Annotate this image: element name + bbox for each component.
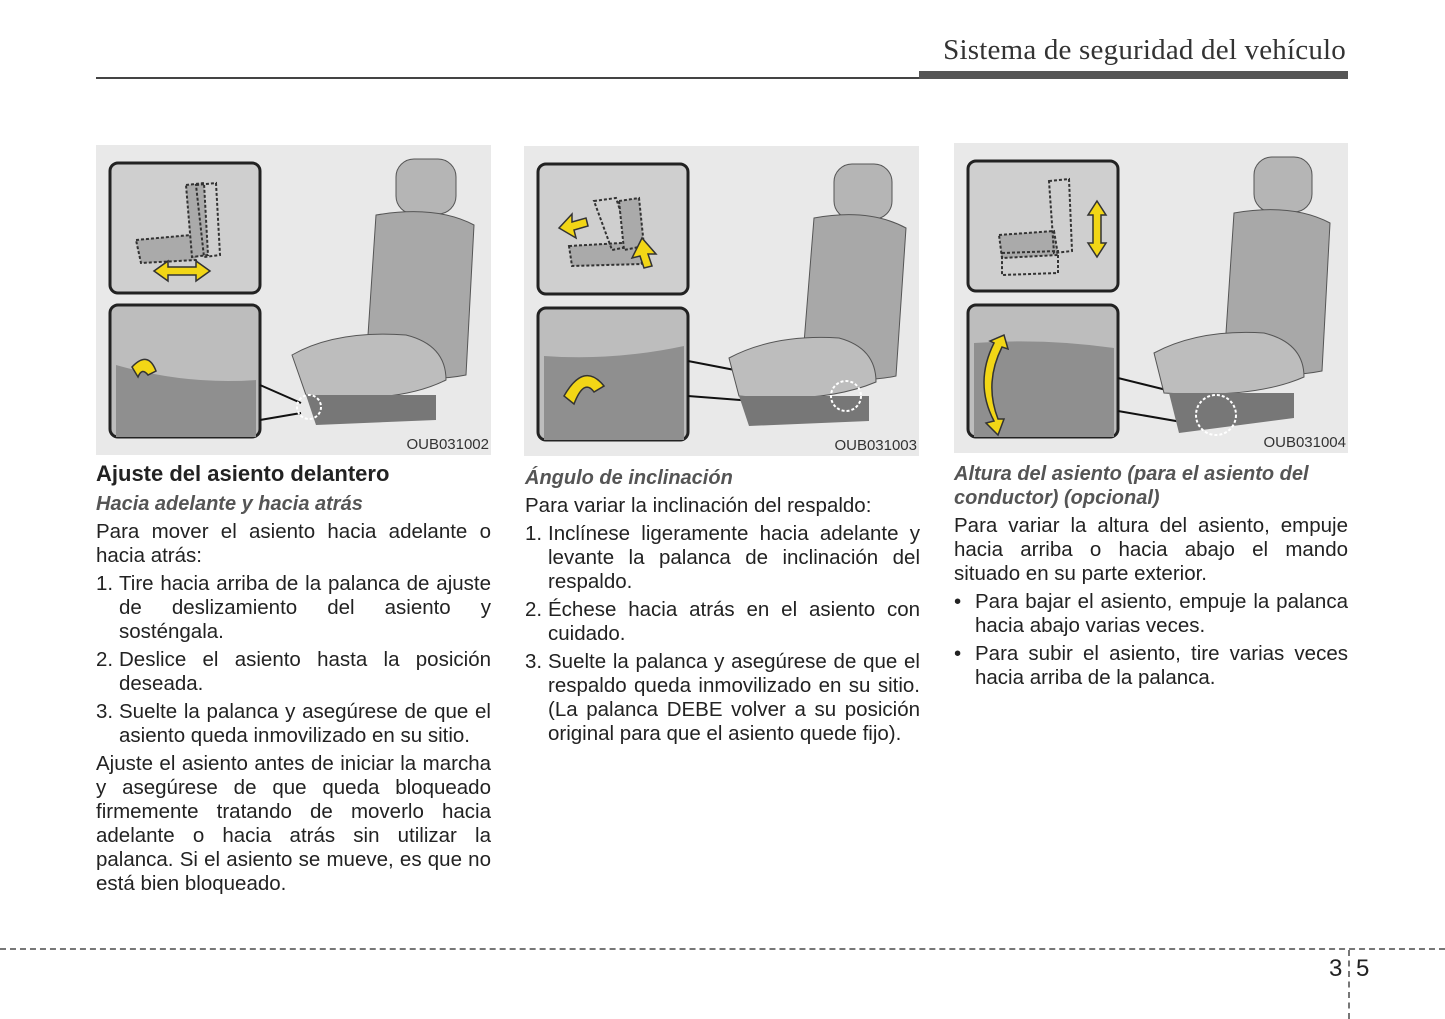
subsection-heading: Altura del asiento (para el asiento del conductor) (opcional)	[954, 463, 1309, 509]
list-item: 1. Tire hacia arriba de la palanca de ajuste de deslizamiento del asiento y sosténgala.	[96, 572, 491, 643]
step-list	[525, 522, 920, 746]
page-number: 5	[1356, 955, 1370, 982]
intro-text: Para variar la inclinación del respaldo:	[525, 494, 872, 517]
figure-seat-height	[954, 143, 1348, 453]
note-text: Ajuste el asiento antes de iniciar la marcha y asegúrese de que queda bloqueado firmemente tratando de moverlo hacia adelante o hacia atrás sin utilizar la palanca. Si el asiento se mueve, es que no está bien bloqueado.	[96, 752, 491, 895]
bullet-list	[954, 590, 1348, 690]
section-heading: Ajuste del asiento delantero	[96, 461, 390, 486]
footer-divider	[1348, 950, 1350, 1019]
figure-code: OUB031003	[834, 437, 917, 454]
seat-height-illustration	[954, 143, 1348, 453]
footer-rule	[0, 948, 1445, 950]
column-recline-angle	[525, 466, 920, 750]
list-item: 1. Inclínese ligeramente hacia adelante y levante la palanca de inclinación del respaldo.	[525, 522, 920, 593]
figure-code: OUB031002	[406, 436, 489, 453]
subsection-heading: Ángulo de inclinación	[525, 467, 733, 489]
list-item: 3. Suelte la palanca y asegúrese de que el asiento queda inmovilizado en su sitio.	[96, 700, 491, 747]
list-item: • Para subir el asiento, tire varias veces hacia arriba de la palanca.	[954, 642, 1348, 689]
list-item: 2. Deslice el asiento hasta la posición deseada.	[96, 648, 491, 695]
seat-icon	[729, 164, 906, 426]
list-item: 2. Échese hacia atrás en el asiento con cuidado.	[525, 598, 920, 645]
figure-seat-recline	[524, 146, 919, 456]
step-list	[96, 572, 491, 748]
seat-recline-illustration	[524, 146, 919, 456]
column-forward-backward	[96, 462, 491, 900]
seat-slide-illustration	[96, 145, 491, 455]
intro-text: Para variar la altura del asiento, empuje hacia arriba o hacia abajo el mando situado en su parte exterior.	[954, 514, 1348, 585]
list-item: 3. Suelte la palanca y asegúrese de que el respaldo queda inmovilizado en su sitio. (La palanca DEBE volver a su posición original para que el asiento quede fijo).	[525, 650, 920, 745]
list-item: • Para bajar el asiento, empuje la palanca hacia abajo varias veces.	[954, 590, 1348, 637]
header-rule-accent	[919, 71, 1348, 79]
subsection-heading: Hacia adelante y hacia atrás	[96, 493, 363, 515]
seat-icon	[1154, 157, 1330, 433]
intro-text: Para mover el asiento hacia adelante o hacia atrás:	[96, 520, 491, 567]
chapter-number: 3	[1329, 955, 1343, 982]
column-seat-height	[954, 462, 1348, 694]
page-header-title: Sistema de seguridad del vehículo	[943, 34, 1346, 66]
figure-code: OUB031004	[1263, 434, 1346, 451]
seat-icon	[292, 159, 474, 425]
figure-seat-slide	[96, 145, 491, 455]
